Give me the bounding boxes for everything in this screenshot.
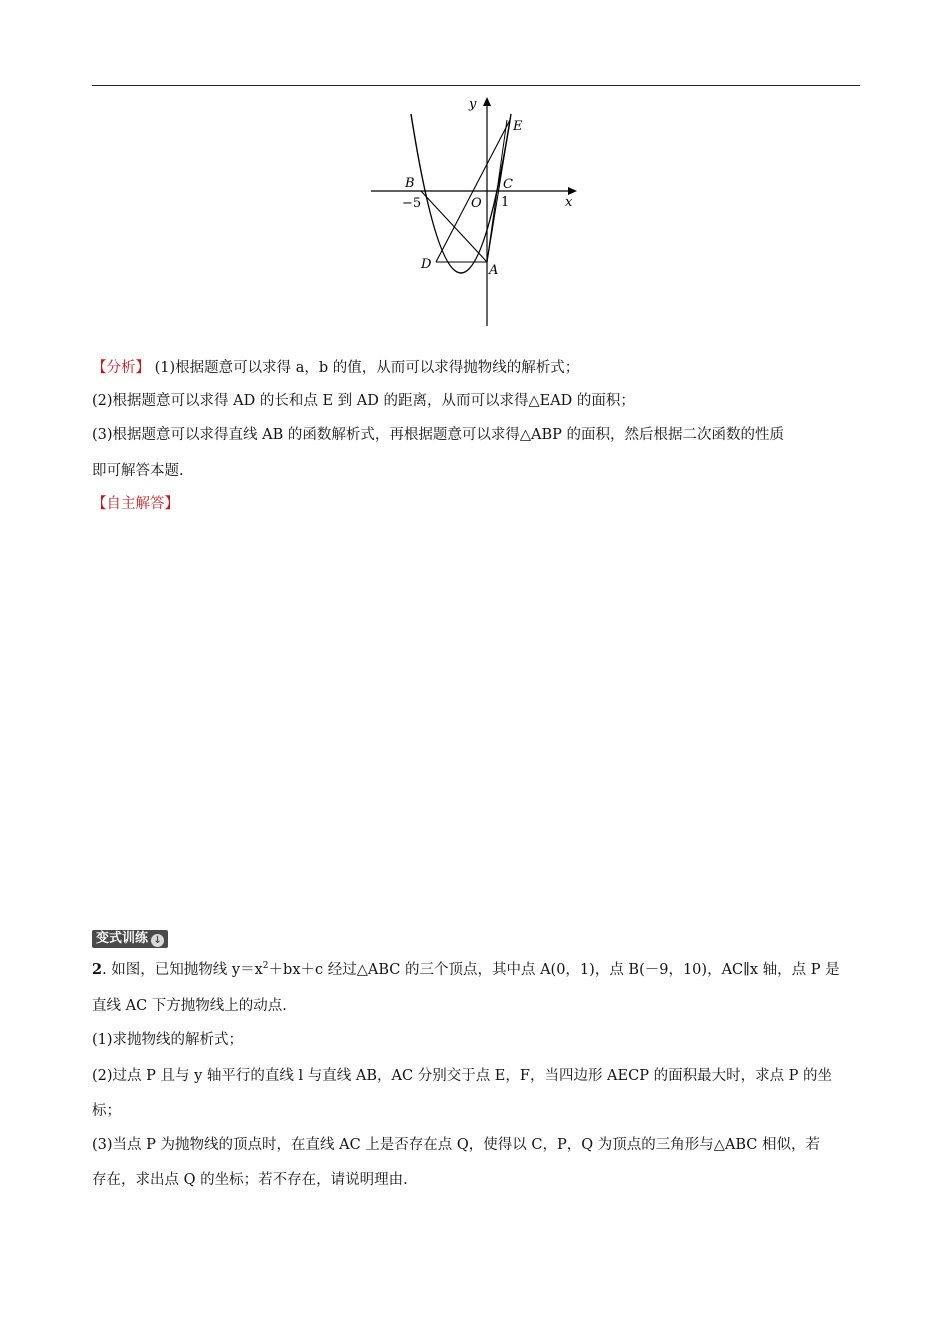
x-axis-arrow — [568, 187, 577, 195]
question-line-3: (1)求抛物线的解析式； — [92, 1032, 244, 1048]
question-line-2: 直线 AC 下方抛物线上的动点. — [92, 998, 287, 1014]
analysis-line-2: (2)根据题意可以求得 AD 的长和点 E 到 AD 的距离，从而可以求得△EAD 的面积； — [92, 393, 635, 409]
label-O: O — [471, 196, 482, 211]
analysis-line-3: (3)根据题意可以求得直线 AB 的函数解析式，再根据题意可以求得△ABP 的面积，然后根据二次函数的性质 — [92, 427, 785, 443]
analysis-text-1: (1)根据题意可以求得 a，b 的值，从而可以求得抛物线的解析式； — [154, 360, 580, 376]
question-exponent: 2 — [262, 961, 269, 971]
label-D: D — [421, 257, 432, 272]
parabola-figure — [365, 92, 587, 332]
label-C: C — [503, 177, 513, 192]
question-text-1b: ＋bx＋c 经过△ABC 的三个顶点，其中点 A(0，1)，点 B(－9，10)，AC∥x 轴，点 P 是 — [268, 962, 840, 978]
question-number: 2 — [92, 961, 103, 978]
label-x: x — [565, 195, 573, 210]
question-text-1a: . 如图，已知抛物线 y＝x — [102, 962, 263, 978]
question-line-1 — [92, 960, 862, 980]
label-E: E — [513, 119, 523, 134]
question-line-5: 标； — [92, 1103, 121, 1119]
header-rule — [92, 85, 860, 86]
label-B: B — [405, 176, 415, 191]
self-answer-tag: 【自主解答】 — [92, 496, 179, 512]
label-A: A — [489, 263, 499, 278]
question-line-6: (3)当点 P 为抛物线的顶点时，在直线 AC 上是否存在点 Q，使得以 C，P，Q 为顶点的三角形与△ABC 相似，若 — [92, 1137, 820, 1153]
question-line-4: (2)过点 P 且与 y 轴平行的直线 l 与直线 AB，AC 分别交于点 E，F，当四边形 AECP 的面积最大时，求点 P 的坐 — [92, 1068, 833, 1084]
analysis-line-1 — [92, 358, 862, 378]
label-y: y — [469, 97, 477, 112]
parabola-curve — [411, 114, 511, 273]
variant-training-badge — [92, 930, 168, 948]
question-line-7: 存在，求出点 Q 的坐标；若不存在，请说明理由. — [92, 1172, 408, 1188]
label-one: 1 — [501, 195, 510, 210]
y-axis-arrow — [483, 97, 491, 106]
analysis-tag: 【分析】 — [92, 360, 150, 376]
label-neg5: −5 — [402, 196, 422, 211]
down-arrow-icon: ↓ — [151, 934, 164, 947]
variant-badge-label: 变式训练 — [96, 931, 149, 946]
analysis-line-4: 即可解答本题. — [92, 463, 184, 479]
